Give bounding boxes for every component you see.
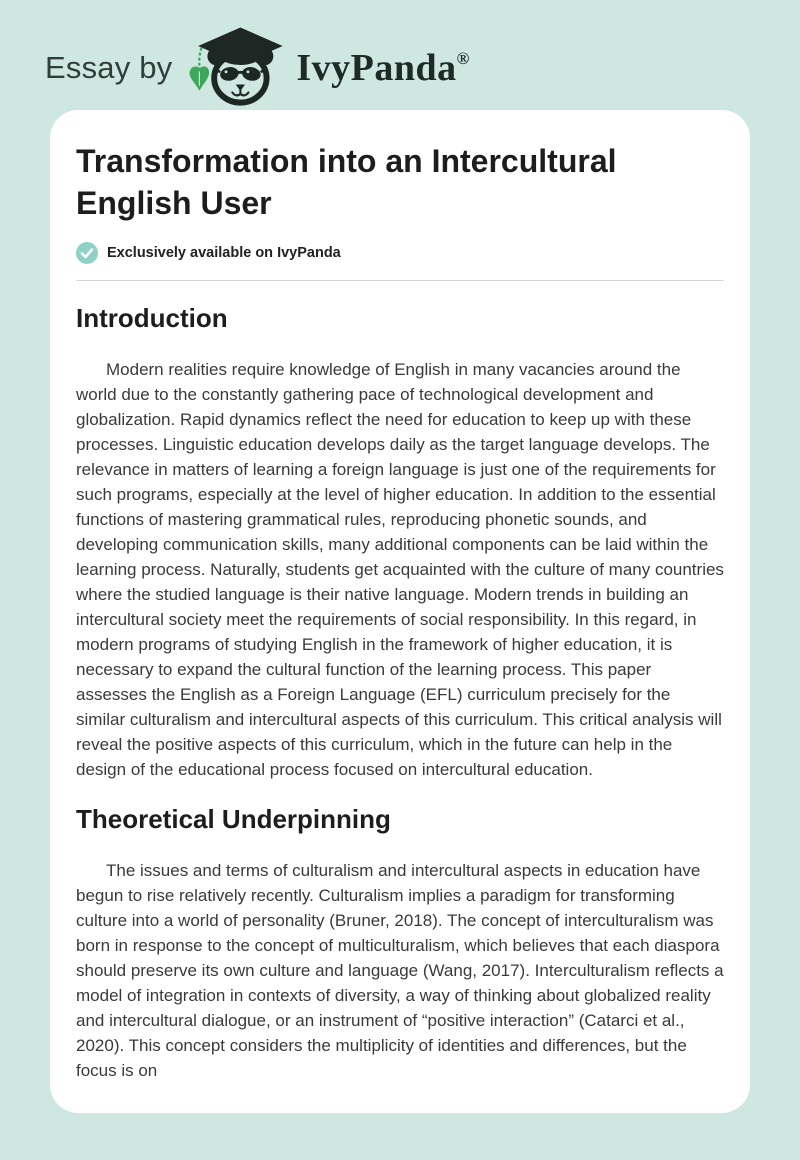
section-heading-introduction: Introduction <box>76 303 228 333</box>
section-theoretical-underpinning <box>76 803 724 1083</box>
registered-trademark: ® <box>456 49 470 68</box>
section-introduction <box>76 302 724 782</box>
panda-graduate-icon <box>188 24 286 112</box>
ivypanda-logo[interactable] <box>188 24 469 112</box>
paragraph-theoretical-underpinning: The issues and terms of culturalism and intercultural aspects in education have begun to rise relatively recently. Culturalism implies a paradigm for transforming culture into a world of personality (Bruner, 2018). The concept of interculturalism was born in response to the concept of multiculturalism, which believes that each diaspora should preserve its own culture and language (Wang, 2017). Interculturalism reflects a model of integration in contexts of diversity, a way of thinking about globalized reality and intercultural dialogue, or an instrument of “positive interaction” (Catarci et al., 2020). This concept considers the multiplicity of identities and differences, but the focus is on <box>76 861 724 1080</box>
site-header <box>0 0 800 110</box>
essay-card <box>50 110 750 1113</box>
divider <box>76 280 724 281</box>
brand-name: IvyPanda <box>296 47 457 89</box>
exclusive-badge <box>76 242 724 264</box>
exclusive-badge-text: Exclusively available on IvyPanda <box>107 245 341 261</box>
check-icon <box>76 242 98 264</box>
essay-by-label: Essay by <box>45 50 173 85</box>
section-heading-theoretical-underpinning: Theoretical Underpinning <box>76 804 391 834</box>
paragraph-introduction: Modern realities require knowledge of English in many vacancies around the world due to the constantly gathering pace of technological development and globalization. Rapid dynamics reflect the need for education to keep up with these processes. Linguistic education develops daily as the target language develops. The relevance in matters of learning a foreign language is just one of the requirements for such programs, especially at the level of higher education. In addition to the essential functions of mastering grammatical rules, reproducing phonetic sounds, and developing communication skills, many additional components can be laid within the learning process. Naturally, students get acquainted with the culture of many countries where the studied language is their native language. Modern trends in building an intercultural society meet the requirements of social responsibility. In this regard, in modern programs of studying English in the framework of higher education, it is necessary to expand the cultural function of the learning process. This paper assesses the English as a Foreign Language (EFL) curriculum precisely for the similar culturalism and intercultural aspects of this curriculum. This critical analysis will reveal the positive aspects of this curriculum, which in the future can help in the design of the educational process focused on intercultural education. <box>76 360 724 779</box>
essay-title: Transformation into an Intercultural English User <box>76 143 617 221</box>
